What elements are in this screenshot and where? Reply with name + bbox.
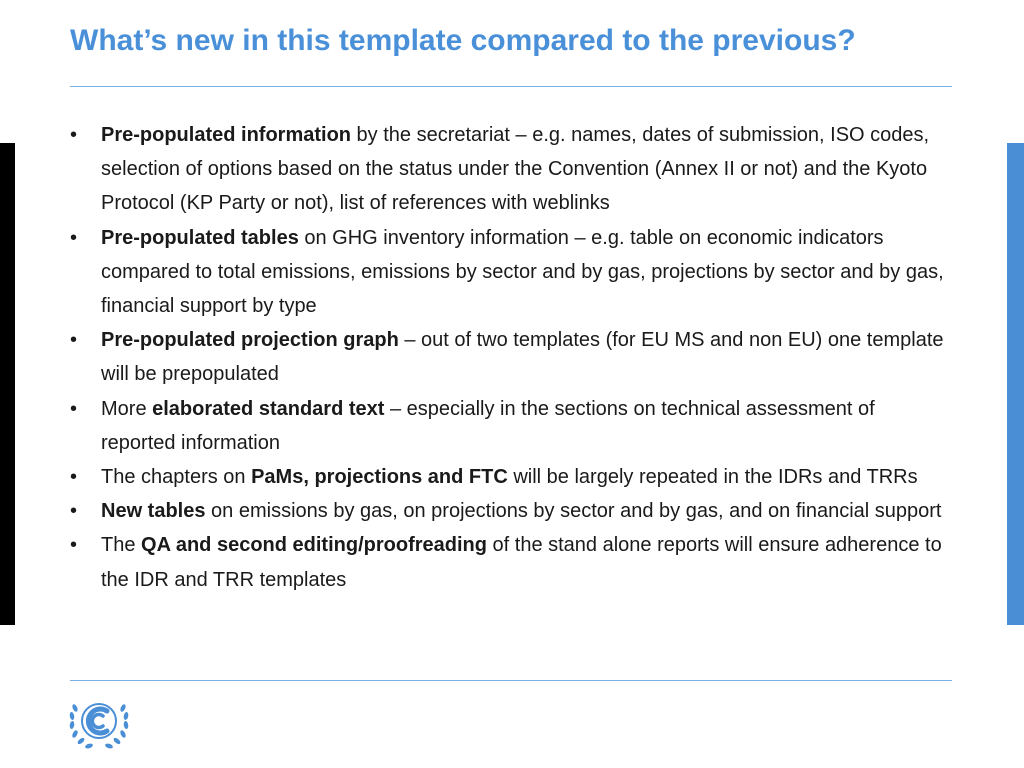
footer-divider <box>70 680 952 681</box>
bullet-item: • Pre-populated tables on GHG inventory information – e.g. table on economic indicators compared to total emissions, emissions by sector and by gas, projections by sector and by gas, financial support by type <box>70 221 950 324</box>
bullet-item: • Pre-populated information by the secretariat – e.g. names, dates of submission, ISO codes, selection of options based on the status under the Convention (Annex II or not) and the Kyoto Protocol (KP Party or not), list of references with weblinks <box>70 118 950 221</box>
bullet-emphasis: QA and second editing/proofreading <box>141 534 487 557</box>
bullet-marker: • <box>70 500 78 523</box>
bullet-emphasis: Pre-populated projection graph <box>101 329 399 352</box>
bullet-marker: • <box>70 124 78 146</box>
right-edge-bar <box>1007 143 1024 625</box>
title-divider <box>70 86 952 87</box>
bullet-emphasis: New tables <box>101 500 206 523</box>
bullet-emphasis: PaMs, projections and FTC <box>251 466 508 489</box>
bullet-marker: • <box>70 397 78 420</box>
left-edge-bar <box>0 143 15 625</box>
bullet-marker: • <box>70 534 78 557</box>
bullet-item: • The chapters on PaMs, projections and FTC will be largely repeated in the IDRs and TRRs <box>70 460 950 494</box>
bullet-item: • New tables on emissions by gas, on projections by sector and by gas, and on financial support <box>70 494 950 528</box>
bullet-list <box>70 118 950 597</box>
bullet-emphasis: elaborated standard text <box>152 397 385 420</box>
unfccc-logo-icon <box>67 694 131 752</box>
bullet-item: • Pre-populated projection graph – out of two templates (for EU MS and non EU) one template will be prepopulated <box>70 323 950 391</box>
bullet-marker: • <box>70 466 78 489</box>
bullet-item: • More elaborated standard text – especially in the sections on technical assessment of reported information <box>70 392 950 460</box>
bullet-marker: • <box>70 329 78 352</box>
bullet-marker: • <box>70 226 78 249</box>
bullet-emphasis: Pre-populated tables <box>101 226 299 249</box>
bullet-item: • The QA and second editing/proofreading of the stand alone reports will ensure adherence to the IDR and TRR templates <box>70 528 950 596</box>
page-title: What’s new in this template compared to the previous? <box>70 24 856 57</box>
bullet-emphasis: Pre-populated information <box>101 124 351 146</box>
